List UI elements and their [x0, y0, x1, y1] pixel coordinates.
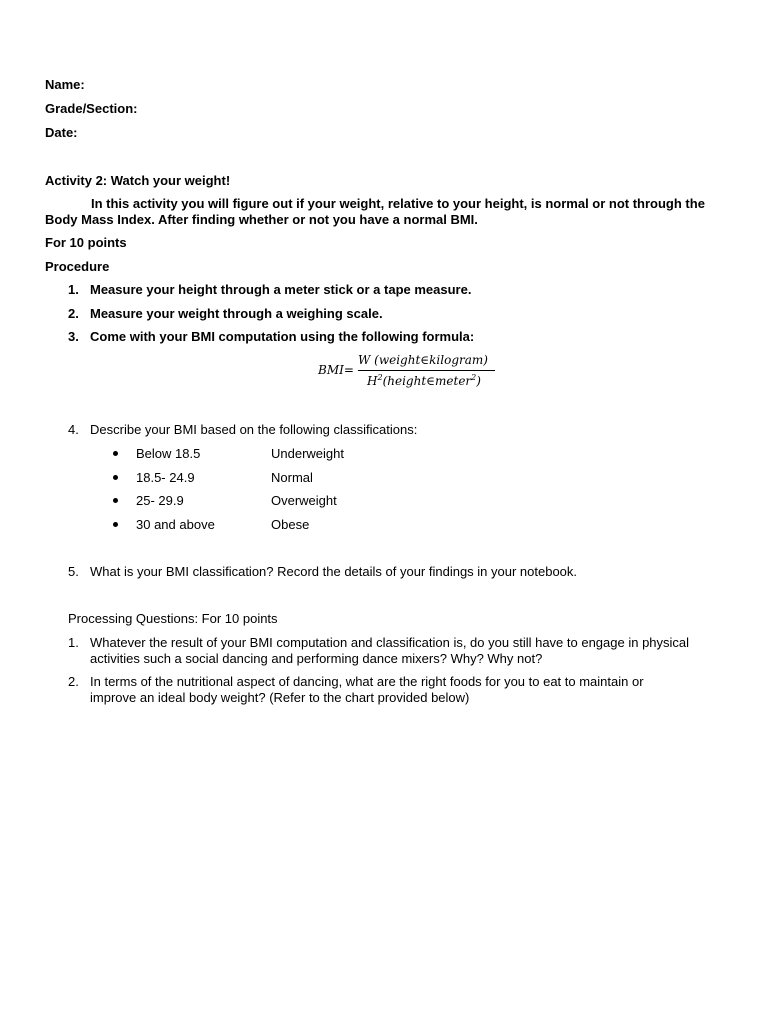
classification-range: 18.5- 24.9	[136, 470, 195, 485]
activity-title: Activity 2: Watch your weight!	[45, 173, 231, 188]
bullet-icon	[113, 475, 118, 480]
denominator-exponent: 2	[377, 373, 383, 382]
question-text: Whatever the result of your BMI computation and classification is, do you still have to engage in physical activities such a social dancing and performing dance mixers? Why? Why not?	[90, 635, 690, 666]
formula-lhs: BMI=	[318, 363, 354, 377]
denominator-close: )	[476, 374, 481, 388]
denominator-base: H	[367, 374, 378, 388]
classification-range: 25- 29.9	[136, 493, 184, 508]
bullet-icon	[113, 451, 118, 456]
step-number: 2.	[68, 306, 79, 321]
processing-title: Processing Questions: For 10 points	[68, 611, 278, 626]
fraction-bar	[358, 370, 495, 371]
step-text: Measure your weight through a weighing scale.	[90, 306, 383, 321]
activity-intro-text: In this activity you will figure out if your weight, relative to your height, is normal or not through the Body Mass Index. After finding whether or not you have a normal BMI.	[45, 196, 705, 227]
formula-numerator: W (weight∈kilogram)	[358, 353, 488, 367]
date-label: Date:	[45, 125, 78, 140]
question-number: 1.	[68, 635, 79, 650]
formula-denominator	[367, 373, 481, 388]
classification-label: Normal	[271, 470, 313, 485]
question-text: In terms of the nutritional aspect of dancing, what are the right foods for you to eat to maintain or improve an ideal body weight? (Refer to the chart provided below)	[90, 674, 644, 705]
denominator-open: (height∈meter	[382, 374, 472, 388]
question-number: 2.	[68, 674, 79, 689]
activity-intro	[45, 196, 725, 228]
step-number: 5.	[68, 564, 79, 579]
classification-label: Underweight	[271, 446, 344, 461]
bullet-icon	[113, 498, 118, 503]
step-text: Describe your BMI based on the following classifications:	[90, 422, 418, 437]
step-text: Come with your BMI computation using the following formula:	[90, 329, 475, 344]
classification-range: Below 18.5	[136, 446, 201, 461]
step-number: 3.	[68, 329, 79, 344]
step-number: 1.	[68, 282, 79, 297]
procedure-label: Procedure	[45, 259, 110, 274]
classification-range: 30 and above	[136, 517, 215, 532]
step-number: 4.	[68, 422, 79, 437]
denominator-inner-exponent: 2	[471, 373, 477, 382]
classification-label: Obese	[271, 517, 310, 532]
step-text: Measure your height through a meter stick or a tape measure.	[90, 282, 472, 297]
bmi-formula	[318, 352, 508, 392]
classification-label: Overweight	[271, 493, 337, 508]
name-label: Name:	[45, 77, 85, 92]
step-text: What is your BMI classification? Record the details of your findings in your notebook.	[90, 564, 578, 579]
bullet-icon	[113, 522, 118, 527]
grade-section-label: Grade/Section:	[45, 101, 138, 116]
points-label: For 10 points	[45, 235, 127, 250]
